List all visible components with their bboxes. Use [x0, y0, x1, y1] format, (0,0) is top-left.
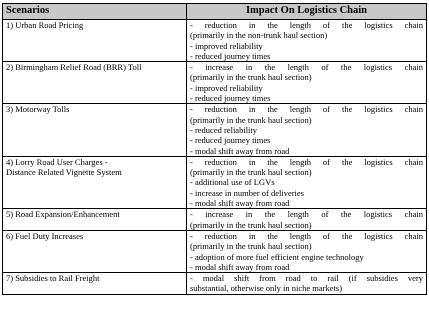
scenario-label: 2) Birmingham Relief Road (BRR) Toll: [6, 62, 142, 73]
impact-cell: [187, 230, 427, 272]
scenario-label: Distance Related Vignette System: [6, 167, 122, 178]
impact-line: (primarily in the trunk haul section): [190, 114, 312, 125]
impact-line: - reduction in the length of the logistics chain: [190, 104, 423, 115]
impact-line: - increase in number of deliveries: [190, 187, 304, 198]
scenario-cell: [3, 273, 187, 295]
impact-line: - additional use of LGVs: [190, 177, 275, 188]
impact-line: (primarily in the trunk haul section): [190, 241, 312, 252]
table-body: [3, 20, 427, 295]
impact-line: - reduction in the length of the logistics chain: [190, 156, 423, 167]
table-row: [3, 273, 427, 295]
impact-line: (primarily in the trunk haul section): [190, 219, 312, 230]
scenario-cell: [3, 104, 187, 156]
impact-line: - increase in the length of the logistics chain: [190, 62, 423, 73]
table-row: [3, 62, 427, 104]
impact-line: (primarily in the non-trunk haul section): [190, 30, 328, 41]
scenario-cell: [3, 209, 187, 231]
scenario-label: 5) Road Expansion/Enhancement: [6, 209, 120, 220]
impact-cell: [187, 62, 427, 104]
impact-line: - reduced reliability: [190, 124, 258, 135]
impact-line: (primarily in the trunk haul section): [190, 167, 312, 178]
impact-cell: [187, 156, 427, 208]
impact-line: (primarily in the trunk haul section): [190, 72, 312, 83]
impact-cell: [187, 20, 427, 62]
impact-line: - improved reliability: [190, 40, 263, 51]
impact-cell: [187, 209, 427, 231]
impact-line: - reduction in the length of the logistics chain: [190, 20, 423, 30]
impact-cell: [187, 273, 427, 295]
impact-line: - modal shift away from road: [190, 198, 290, 209]
impact-line: - adoption of more fuel efficient engine technology: [190, 251, 364, 262]
scenario-label: 3) Motorway Tolls: [6, 104, 70, 115]
scenario-label: 1) Urban Road Pricing: [6, 20, 84, 30]
table-row: [3, 20, 427, 62]
scenario-label: 4) Lorry Road User Charges -: [6, 156, 108, 167]
table-row: [3, 104, 427, 156]
scenario-label: 7) Subsidies to Rail Freight: [6, 273, 100, 284]
impact-line: - reduced journey times: [190, 50, 271, 61]
impact-line: - reduction in the length of the logistics chain: [190, 230, 423, 241]
table-header-row: [3, 4, 427, 20]
impact-line: - improved reliability: [190, 82, 263, 93]
scenarios-impact-table: [2, 3, 427, 295]
scenario-cell: [3, 62, 187, 104]
impact-line: - modal shift from road to rail (if subsidies very: [190, 273, 423, 284]
scenario-cell: [3, 156, 187, 208]
impact-column-header: Impact On Logistics Chain: [187, 4, 427, 20]
scenario-label: 6) Fuel Duty Increases: [6, 230, 84, 241]
impact-line: - increase in the length of the logistics chain: [190, 209, 423, 220]
scenario-cell: [3, 230, 187, 272]
scenarios-column-header: Scenarios: [3, 4, 187, 20]
table-row: [3, 156, 427, 208]
impact-cell: [187, 104, 427, 156]
impact-line: - modal shift away from road: [190, 261, 290, 272]
table-row: [3, 209, 427, 231]
impact-line: - reduced journey times: [190, 135, 271, 146]
scenario-cell: [3, 20, 187, 62]
impact-line: - modal shift away from road: [190, 145, 290, 156]
table-row: [3, 230, 427, 272]
impact-line: - reduced journey times: [190, 93, 271, 104]
impact-line: substantial, otherwise only in niche markets): [190, 283, 343, 294]
